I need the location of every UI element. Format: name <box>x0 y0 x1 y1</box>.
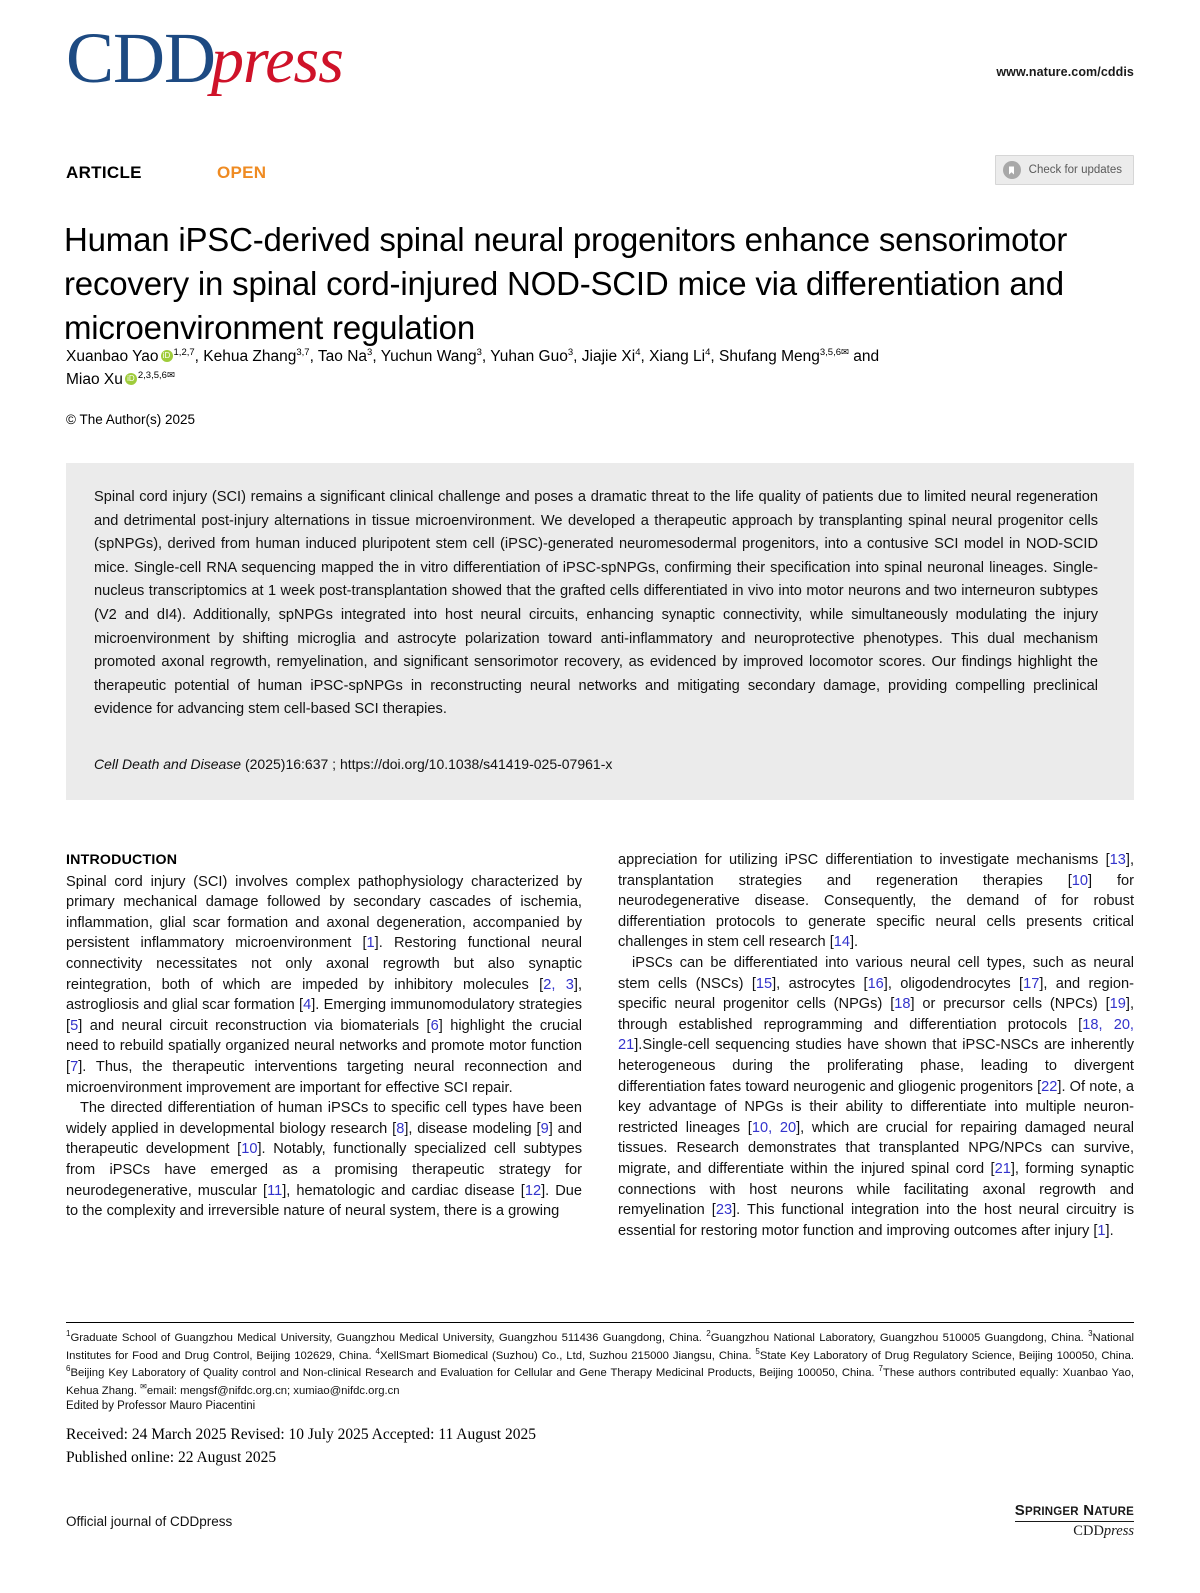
author-name[interactable]: Xuanbao Yao <box>66 348 159 365</box>
affiliation-marker: 5 <box>755 1346 760 1356</box>
reference-link[interactable]: 16 <box>867 975 884 992</box>
text-run: ], oligodendrocytes [ <box>883 975 1024 992</box>
corresponding-email-envelope-icon: ✉ <box>140 1381 147 1391</box>
affiliation-text: Beijing Key Laboratory of Quality control and Non-clinical Research and Evaluation for Cellular and Gene Therapy Medicinal Products, Beijing 100050, China. <box>70 1367 879 1379</box>
affiliation-text: National Institutes for Food and Drug Control, Beijing 102629, China. <box>66 1332 1134 1362</box>
text-run: ]. Emerging immunomodulatory strategies [ <box>66 997 582 1034</box>
author-affiliation-marker: 3 <box>567 346 574 358</box>
logo-divider <box>1015 1521 1134 1522</box>
paragraph <box>66 1098 582 1222</box>
affiliation-marker: 2 <box>706 1329 711 1339</box>
text-run: Spinal cord injury (SCI) involves complex pathophysiology characterized by primary mechanical damage followed by secondary cascades of ischemia, inflammation, glial scar formation and axonal degeneration, accompanied by persistent inflammatory microenvironment [ <box>66 873 582 952</box>
bookmark-badge-icon <box>1003 161 1021 179</box>
official-journal-note: Official journal of CDDpress <box>66 1514 233 1529</box>
reference-link[interactable]: 15 <box>755 975 773 992</box>
author-name[interactable]: Kehua Zhang <box>203 348 297 365</box>
reference-link[interactable]: 9 <box>540 1120 549 1137</box>
paragraph <box>618 850 1134 953</box>
reference-link[interactable]: 23 <box>715 1202 733 1219</box>
text-run: ]. <box>850 934 859 951</box>
reference-link[interactable]: 13 <box>1109 852 1126 868</box>
text-run: ]. Thus, the therapeutic interventions targeting neural reconnection and microenvironment improvement are important for effective SCI repair. <box>66 1058 582 1096</box>
text-run: ] and neural circuit reconstruction via biomaterials [ <box>78 1017 431 1034</box>
affiliation-text: State Key Laboratory of Drug Regulatory Science, Beijing 100050, China. <box>759 1349 1134 1362</box>
body-columns <box>66 850 1134 1241</box>
publication-dates <box>66 1423 536 1469</box>
author-name[interactable]: Yuchun Wang <box>380 348 477 365</box>
author-affiliation-marker: 2,3,5,6 <box>137 369 167 381</box>
article-type-label: ARTICLE <box>66 163 142 182</box>
affiliation-text: These authors contributed equally: Xuanbao Yao, Kehua Zhang. <box>66 1367 1134 1397</box>
reference-link[interactable]: 10 <box>241 1141 258 1158</box>
logo-press-text: press <box>211 24 343 97</box>
reference-link[interactable]: 7 <box>70 1058 79 1075</box>
text-run: ]. This functional integration into the host neural circuitry is essential for restoring motor function and improving outcomes after injury [ <box>618 1202 1134 1239</box>
published-online-line: Published online: 22 August 2025 <box>66 1449 277 1466</box>
check-for-updates-label: Check for updates <box>1028 164 1122 176</box>
author-list-conjunction: and <box>853 348 880 365</box>
text-run: ], astrocytes [ <box>772 975 868 992</box>
masthead <box>66 18 1134 114</box>
reference-link[interactable]: 14 <box>833 934 850 951</box>
text-run: PRINGER <box>1025 1506 1079 1519</box>
text-run: ].Single-cell sequencing studies have shown that iPSC-NSCs are inherently heterogeneous during the proliferating phase, leading to divergent differentiation fates toward neurogenic and gliogenic progenitors [ <box>618 1037 1134 1095</box>
abstract-text: Spinal cord injury (SCI) remains a significant clinical challenge and poses a dramatic threat to the life quality of patients due to limited neural regeneration and detrimental post-injury alternations in tissue microenvironment. We developed a therapeutic approach by transplanting spinal neural progenitor cells (spNPGs), derived from human induced pluripotent stem cell (iPSC)-generated neuromesodermal progenitors, into a contusive SCI model in NOD-SCID mice. Single-cell RNA sequencing mapped the in vitro differentiation of iPSC-spNPGs, confirming their specification into spinal neuronal lineages. Single-nucleus transcriptomics at 1 week post-transplantation showed that the grafted cells differentiated in vivo into motor neurons and two interneuron subtypes (V2 and dI4). Additionally, spNPGs integrated into host neural circuits, enhancing synaptic connectivity, while simultaneously modulating the injury microenvironment by shifting microglia and astrocyte polarization toward anti-inflammatory and neuroprotective phenotypes. This dual mechanism promoted axonal regrowth, remyelination, and significant sensorimotor recovery, as evidenced by improved locomotor scores. Our findings highlight the therapeutic potential of human iPSC-spNPGs in reconstructing neural networks and mitigating secondary damage, providing compelling preclinical evidence for advancing stem cell-based SCI therapies. <box>94 489 1098 718</box>
affiliations-block <box>66 1330 1134 1400</box>
cddpress-sub-logo <box>1015 1524 1134 1539</box>
text-run: ], hematologic and cardiac disease [ <box>282 1182 525 1199</box>
text-run: ], transplantation strategies and regeneration therapies [ <box>618 852 1134 889</box>
journal-url[interactable]: www.nature.com/cddis <box>996 65 1134 79</box>
corresponding-author-envelope-icon[interactable]: ✉ <box>841 346 849 358</box>
author-name[interactable]: Jiajie Xi <box>581 348 636 365</box>
check-for-updates-button[interactable] <box>995 155 1134 185</box>
affiliation-marker: 1 <box>66 1329 71 1339</box>
affiliation-text: Guangzhou National Laboratory, Guangzhou 510005 Guangdong, China. <box>710 1332 1089 1344</box>
reference-link[interactable]: 10 <box>1071 872 1089 889</box>
reference-link[interactable]: 1 <box>1097 1222 1106 1239</box>
text-run: ] for neurodegenerative disease. Consequently, the demand of for robust differentiation protocols to generate specific neural cells presents critical challenges in stem cell research [ <box>618 872 1134 951</box>
journal-name: Cell Death and Disease <box>94 756 242 772</box>
section-heading-introduction: INTRODUCTION <box>66 852 178 868</box>
text-run: appreciation for utilizing iPSC differentiation to investigate mechanisms [ <box>618 852 1110 868</box>
reference-link[interactable]: 18 <box>894 996 911 1013</box>
author-affiliation-marker: 1,2,7 <box>173 346 195 358</box>
corresponding-author-envelope-icon[interactable]: ✉ <box>166 369 175 381</box>
article-type-bar <box>66 163 1134 193</box>
author-name[interactable]: Miao Xu <box>66 371 123 388</box>
text-run: ], which are crucial for repairing damaged neural tissues. Research demonstrates that transplanted NPG/NPCs can survive, migrate, and differentiate within the injured spinal cord [ <box>618 1119 1134 1177</box>
author-list: Xuanbao Yao iD $^{1,2,7}$, Kehua Zhang$^{3,7}$, Tao Na$^3$, Yuchun Wang$^3$, Yuhan Guo$^3$, Jiajie Xi$^4$, Xiang Li$^4$, Shufang Meng$^{3,5,6✉}$ and Miao Xu iD $^{2,3,5,6✉}$ <box>66 345 1016 391</box>
reference-link[interactable]: 8 <box>396 1120 405 1137</box>
reference-link[interactable]: 6 <box>430 1017 439 1034</box>
text-run: ]. Of note, a key advantage of NPGs is their ability to differentiate into multiple neuron-restricted lineages [ <box>618 1078 1134 1136</box>
springer-nature-wordmark <box>1015 1503 1134 1519</box>
orcid-icon[interactable] <box>161 350 173 362</box>
author-affiliation-marker: 3 <box>367 346 373 358</box>
reference-link[interactable]: 2, 3 <box>543 976 574 993</box>
text-run: ATURE <box>1094 1506 1134 1519</box>
text-run: ] or precursor cells (NPCs) [ <box>910 996 1110 1013</box>
text-run: S <box>1014 1502 1026 1520</box>
reference-link[interactable]: 4 <box>303 997 312 1014</box>
author-affiliation-marker: 4 <box>635 346 641 358</box>
text-run: ], through established reprogramming and differentiation protocols [ <box>618 996 1134 1033</box>
affiliation-marker: 4 <box>375 1346 380 1356</box>
text-run: ]. Notably, functionally specialized cell subtypes from iPSCs have emerged as a promising therapeutic strategy for neurodegenerative, muscular [ <box>66 1141 582 1199</box>
abstract-citation <box>94 756 612 772</box>
open-access-badge: OPEN <box>217 163 267 182</box>
text-run: ], and region-specific neural progenitor cells (NPGs) [ <box>618 975 1134 1013</box>
text-run: ]. Restoring functional neural connectivity necessitates not only axonal regrowth but also synaptic reintegration, both of which are impeded by inhibitory molecules [ <box>66 935 582 993</box>
affiliation-text: XellSmart Biomedical (Suzhou) Co., Ltd, Suzhou 215000 Jiangsu, China. <box>379 1349 756 1362</box>
text-run: ], forming synaptic connections with host neurons while facilitating axonal regrowth and remyelination [ <box>618 1160 1135 1219</box>
footnote-divider <box>66 1322 1134 1323</box>
text-run: ]. <box>1105 1222 1114 1239</box>
author-name[interactable]: Tao Na <box>317 348 368 365</box>
corresponding-email-text[interactable]: email: mengsf@nifdc.org.cn; xumiao@nifdc.org.cn <box>146 1384 400 1397</box>
text-run: ]. Due to the complexity and irreversible nature of neural system, there is a growing <box>66 1182 582 1220</box>
author-name[interactable]: Yuhan Guo <box>490 348 568 365</box>
reference-link[interactable]: 1 <box>366 935 375 952</box>
reference-link[interactable]: 17 <box>1023 975 1040 992</box>
paragraph <box>66 872 582 1099</box>
text-run: ], disease modeling [ <box>404 1120 541 1137</box>
paragraph <box>618 953 1134 1241</box>
text-run: ] and therapeutic development [ <box>66 1120 583 1158</box>
author-affiliation-marker: 4 <box>705 346 711 358</box>
reference-link[interactable]: 12 <box>524 1182 542 1199</box>
text-run: N <box>1083 1502 1095 1520</box>
reference-link[interactable]: 22 <box>1041 1078 1058 1095</box>
logo-cdd-text: CDD <box>66 18 216 98</box>
author-name[interactable]: Shufang Meng <box>719 348 820 365</box>
springer-nature-logo <box>1015 1503 1134 1539</box>
cddpress-logo <box>66 18 343 98</box>
author-affiliation-marker: 3,7 <box>296 346 310 358</box>
reference-link[interactable]: 11 <box>267 1182 283 1199</box>
affiliation-marker: 7 <box>878 1364 883 1374</box>
affiliation-text: Graduate School of Guangzhou Medical University, Guangzhou Medical University, Guangzhou 511436 Guangdong, China. <box>70 1332 707 1344</box>
reference-link[interactable]: 18, 20, 21 <box>618 1016 1134 1054</box>
orcid-icon[interactable] <box>125 373 137 385</box>
text-run: CDD <box>1073 1522 1104 1539</box>
author-affiliation-marker: 3,5,6 <box>819 346 842 358</box>
author-affiliation-marker: 3 <box>476 346 482 358</box>
text-run: The directed differentiation of human iPSCs to specific cell types have been widely applied in developmental biology research [ <box>66 1100 582 1137</box>
reference-link[interactable]: 21 <box>994 1160 1011 1177</box>
received-revised-accepted-line: Received: 24 March 2025 Revised: 10 July 2025 Accepted: 11 August 2025 <box>66 1426 536 1443</box>
reference-link[interactable]: 10, 20 <box>751 1119 797 1136</box>
author-name[interactable]: Xiang Li <box>649 348 706 365</box>
reference-link[interactable]: 19 <box>1109 996 1126 1013</box>
citation-details[interactable]: (2025)16:637 ; https://doi.org/10.1038/s41419-025-07961-x <box>241 756 613 772</box>
edited-by-line: Edited by Professor Mauro Piacentini <box>66 1400 256 1412</box>
article-title: Human iPSC-derived spinal neural progenitors enhance sensorimotor recovery in spinal cord-injured NOD-SCID mice via differentiation and microenvironment regulation <box>64 221 1068 347</box>
copyright-line: © The Author(s) 2025 <box>66 412 196 427</box>
left-column <box>66 850 582 1241</box>
abstract-box <box>66 463 1134 800</box>
affiliation-marker: 3 <box>1088 1329 1093 1339</box>
right-column <box>618 850 1134 1241</box>
text-run: ] highlight the crucial need to rebuild spatially organized neural networks and promote motor function [ <box>66 1017 582 1075</box>
text-run: press <box>1103 1522 1134 1539</box>
text-run: iPSCs can be differentiated into various neural cell types, such as neural stem cells (NSCs) [ <box>618 954 1134 992</box>
affiliation-marker: 6 <box>66 1364 71 1374</box>
text-run: ], astrogliosis and glial scar formation [ <box>66 976 582 1014</box>
reference-link[interactable]: 5 <box>70 1017 79 1034</box>
